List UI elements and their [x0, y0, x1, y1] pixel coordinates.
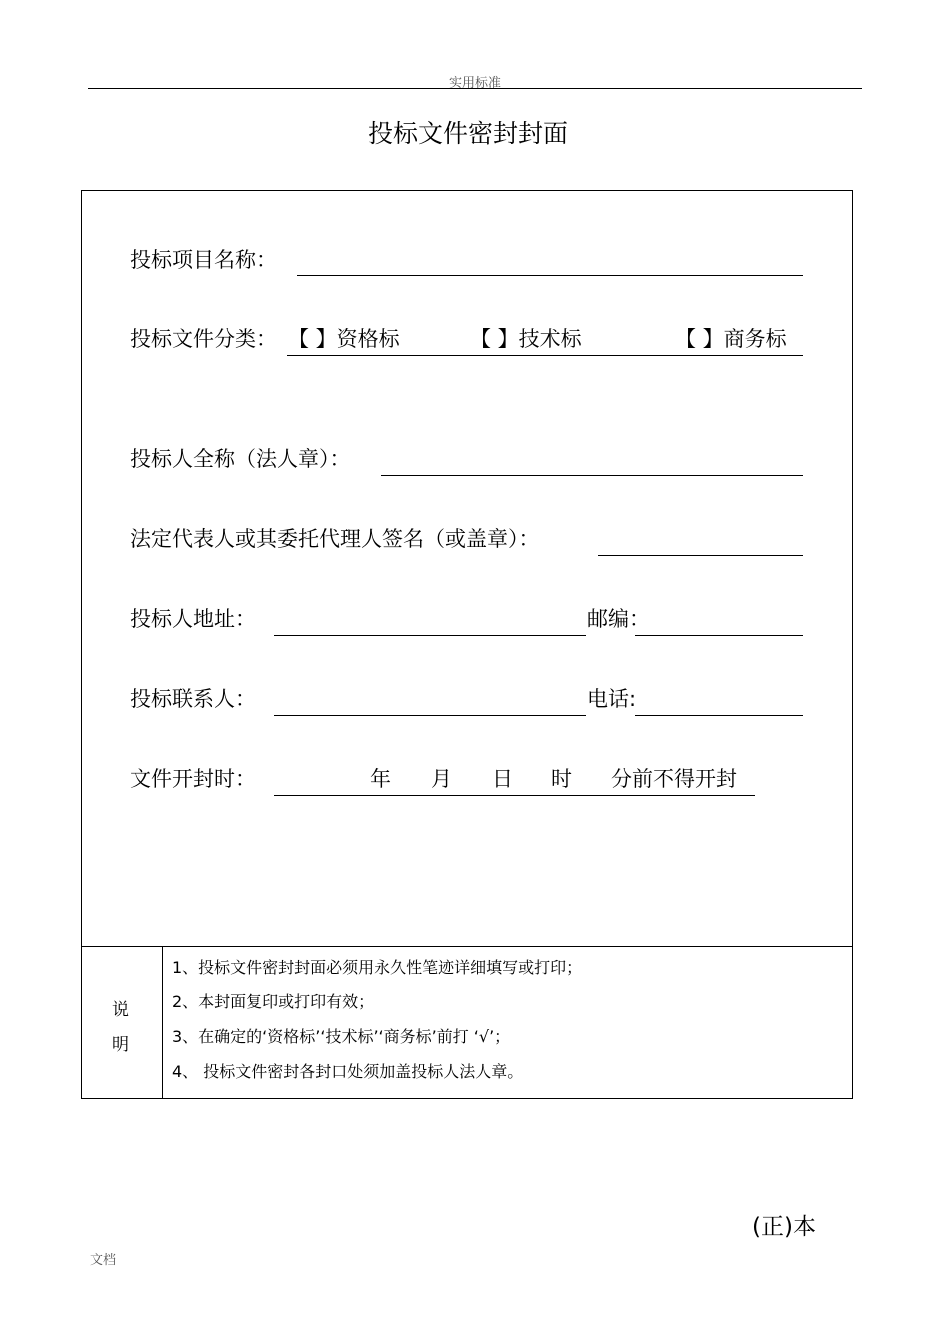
address-field[interactable]: [274, 635, 586, 636]
project-name-field[interactable]: [297, 275, 803, 276]
note-item: 2、本封面复印或打印有效；: [172, 992, 375, 1011]
open-time-field[interactable]: [274, 795, 755, 796]
note-item: 3、在确定的‘资格标’‘技术标’‘商务标’前打 ‘√’；: [172, 1027, 511, 1046]
note-item: 1、投标文件密封封面必须用永久性笔迹详细填写或打印；: [172, 958, 583, 977]
notes-divider-horizontal: [82, 946, 852, 947]
copy-type-label: (正)本: [752, 1214, 816, 1240]
postcode-field[interactable]: [635, 635, 803, 636]
page-title: 投标文件密封封面: [367, 119, 568, 148]
phone-field[interactable]: [635, 715, 803, 716]
project-name-label: 投标项目名称：: [130, 248, 277, 272]
open-time-month: 月: [431, 767, 452, 791]
phone-label: 电话:: [587, 687, 637, 711]
header-rule: [88, 88, 862, 89]
signature-label: 法定代表人或其委托代理人签名（或盖章）：: [130, 527, 540, 551]
notes-divider-vertical: [162, 946, 163, 1098]
footer-doc-label: 文档: [90, 1253, 117, 1268]
category-commercial-option[interactable]: 【 】商务标: [675, 327, 787, 351]
open-time-label: 文件开封时：: [130, 767, 256, 791]
contact-label: 投标联系人：: [130, 687, 256, 711]
bidder-name-field[interactable]: [381, 475, 803, 476]
postcode-label: 邮编：: [587, 607, 650, 631]
notes-side-label-1: 说: [112, 1000, 129, 1020]
open-time-year: 年: [370, 767, 391, 791]
bidder-name-label: 投标人全称（法人章）：: [130, 447, 351, 471]
contact-field[interactable]: [274, 715, 586, 716]
open-time-suffix: 分前不得开封: [611, 767, 737, 791]
category-qualification-option[interactable]: 【 】资格标: [288, 327, 400, 351]
running-header: 实用标准: [448, 76, 501, 91]
note-item: 4、 投标文件密封各封口处须加盖投标人法人章。: [172, 1062, 524, 1081]
open-time-day: 日: [492, 767, 513, 791]
notes-side-label-2: 明: [112, 1035, 129, 1055]
category-underline: [287, 355, 803, 356]
address-label: 投标人地址：: [130, 607, 256, 631]
signature-field[interactable]: [598, 555, 803, 556]
open-time-hour: 时: [551, 767, 572, 791]
category-technical-option[interactable]: 【 】技术标: [470, 327, 582, 351]
category-label: 投标文件分类：: [130, 327, 277, 351]
